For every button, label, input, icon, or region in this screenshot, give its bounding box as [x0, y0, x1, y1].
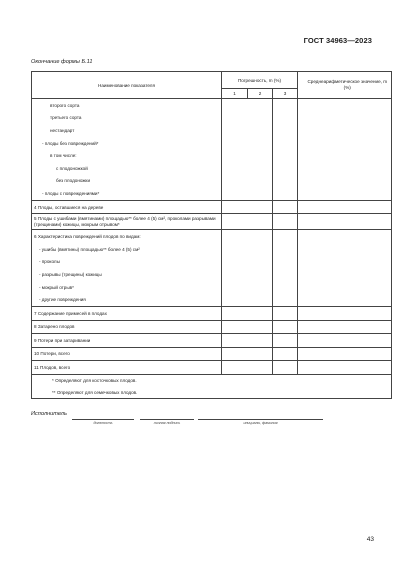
- row-value-cell: [304, 230, 392, 243]
- table-row: [32, 361, 392, 375]
- row-value-cell: [273, 149, 298, 162]
- table-row: [32, 268, 392, 281]
- footnote-row: [32, 386, 392, 398]
- row-value-cell: [273, 243, 298, 256]
- row-label: второго сорта: [50, 102, 80, 108]
- row-value-cell: [273, 112, 298, 125]
- row-value-cell: [304, 256, 392, 269]
- signature-caption-sign: личная подпись: [153, 421, 181, 425]
- table-row: [32, 243, 392, 256]
- row-label: - плоды без повреждений*: [42, 140, 99, 146]
- row-value-cell: [248, 281, 273, 294]
- row-value-cell: [222, 99, 248, 112]
- row-label: третьего сорта: [50, 115, 82, 121]
- row-value-cell: [273, 306, 298, 320]
- table-row: [32, 293, 392, 306]
- row-label: 9 Потери при затаривании: [34, 337, 91, 343]
- signature-label: Исполнитель: [31, 411, 67, 417]
- row-value-cell: [222, 162, 248, 175]
- row-value-cell: [273, 137, 298, 150]
- row-value-cell: [248, 293, 273, 306]
- footnote: * Определяют для косточковых плодов.: [52, 378, 137, 384]
- table-row: [32, 334, 392, 348]
- row-value-cell: [304, 243, 392, 256]
- header-average: Среднеарифметическое значение, m (%): [304, 72, 392, 99]
- row-value-cell: [248, 306, 273, 320]
- table-row: [32, 187, 392, 200]
- table-row: [32, 162, 392, 175]
- row-value-cell: [248, 361, 273, 375]
- row-value-cell: [304, 200, 392, 214]
- row-value-cell: [248, 137, 273, 150]
- row-value-cell: [273, 200, 298, 214]
- table-body: [32, 99, 392, 399]
- header-name: Наименование показателя: [32, 72, 222, 99]
- row-value-cell: [248, 230, 273, 243]
- row-value-cell: [222, 268, 248, 281]
- row-value-cell: [304, 347, 392, 361]
- row-label: - проколы: [39, 259, 60, 265]
- row-value-cell: [273, 175, 298, 188]
- row-value-cell: [222, 347, 248, 361]
- row-label: нестандарт: [50, 127, 75, 133]
- row-label: в том числе:: [50, 153, 77, 159]
- table-row: [32, 306, 392, 320]
- row-value-cell: [222, 306, 248, 320]
- row-label: - другие повреждения: [39, 297, 86, 303]
- table-row: [32, 99, 392, 112]
- table-row: [32, 320, 392, 334]
- row-value-cell: [248, 268, 273, 281]
- row-value-cell: [304, 214, 392, 230]
- row-value-cell: [304, 361, 392, 375]
- signature-line-position: [72, 419, 134, 420]
- row-value-cell: [304, 137, 392, 150]
- footnote-row: [32, 374, 392, 386]
- signature-line-name: [198, 419, 323, 420]
- row-value-cell: [273, 334, 298, 348]
- row-value-cell: [304, 306, 392, 320]
- table-row: [32, 175, 392, 188]
- row-value-cell: [304, 187, 392, 200]
- row-value-cell: [273, 361, 298, 375]
- row-value-cell: [248, 347, 273, 361]
- signature-caption-name: инициалы, фамилия: [243, 421, 278, 425]
- row-value-cell: [273, 230, 298, 243]
- row-value-cell: [222, 320, 248, 334]
- form-caption: Окончание формы Б.11: [31, 59, 93, 65]
- row-value-cell: [222, 187, 248, 200]
- row-value-cell: [222, 149, 248, 162]
- row-value-cell: [222, 137, 248, 150]
- signature-line-sign: [140, 419, 194, 420]
- table-row: [32, 137, 392, 150]
- row-label: - ушибы (вмятины) площадью** более 4 (5) см²: [39, 246, 140, 252]
- row-value-cell: [222, 124, 248, 137]
- row-value-cell: [248, 256, 273, 269]
- row-value-cell: [273, 214, 298, 230]
- row-label: 7 Содержание примесей в плодах: [34, 310, 107, 316]
- row-value-cell: [222, 214, 248, 230]
- row-value-cell: [248, 175, 273, 188]
- row-value-cell: [273, 281, 298, 294]
- row-label: 4 Плоды, оставшиеся на дереве: [34, 204, 104, 210]
- row-label: 8 Затарено плодов: [34, 324, 75, 330]
- row-label: 11 Плодов, всего: [34, 365, 71, 371]
- row-label: - разрывы (трещины) кожицы: [39, 271, 102, 277]
- row-value-cell: [273, 99, 298, 112]
- page-number: 43: [366, 536, 374, 543]
- row-value-cell: [248, 149, 273, 162]
- row-value-cell: [304, 293, 392, 306]
- row-value-cell: [222, 112, 248, 125]
- table-row: [32, 281, 392, 294]
- table-row: [32, 214, 392, 230]
- row-value-cell: [248, 124, 273, 137]
- row-value-cell: [222, 293, 248, 306]
- row-value-cell: [222, 230, 248, 243]
- row-label: 5 Плоды с ушибами (вмятинами) площадью** более 4 (5) см², проколами разрывами (трещинами) кожицы, мокрым отрывом*: [34, 215, 216, 227]
- row-value-cell: [304, 281, 392, 294]
- row-value-cell: [248, 214, 273, 230]
- table-row: [32, 230, 392, 243]
- table-row: [32, 149, 392, 162]
- row-value-cell: [222, 281, 248, 294]
- row-value-cell: [222, 256, 248, 269]
- footnote: ** Определяют для семечковых плодов.: [52, 389, 138, 395]
- header-sub-1: 1: [222, 89, 248, 99]
- row-value-cell: [304, 334, 392, 348]
- header-sub-2: 2: [248, 89, 273, 99]
- table-row: [32, 124, 392, 137]
- row-value-cell: [273, 268, 298, 281]
- row-value-cell: [248, 320, 273, 334]
- row-value-cell: [304, 99, 392, 112]
- row-value-cell: [273, 256, 298, 269]
- row-value-cell: [304, 162, 392, 175]
- row-value-cell: [273, 187, 298, 200]
- row-value-cell: [222, 334, 248, 348]
- row-label: с плодоножкой: [56, 165, 88, 171]
- row-value-cell: [273, 293, 298, 306]
- row-label: - плоды с повреждениями*: [42, 190, 100, 196]
- table-row: [32, 347, 392, 361]
- row-label: 6 Характеристика повреждений плодов по видам:: [34, 234, 141, 240]
- row-label: 10 Потери, всего: [34, 351, 70, 357]
- form-table: [31, 71, 392, 399]
- row-value-cell: [222, 361, 248, 375]
- row-value-cell: [273, 320, 298, 334]
- row-value-cell: [304, 149, 392, 162]
- row-value-cell: [304, 112, 392, 125]
- row-value-cell: [304, 175, 392, 188]
- row-value-cell: [273, 347, 298, 361]
- standard-number: ГОСТ 34963—2023: [303, 36, 372, 45]
- row-label: - мокрый отрыв*: [39, 284, 74, 290]
- row-value-cell: [222, 175, 248, 188]
- row-value-cell: [304, 320, 392, 334]
- row-value-cell: [222, 200, 248, 214]
- header-sub-3: 3: [273, 89, 298, 99]
- row-value-cell: [248, 334, 273, 348]
- row-label: без плодоножки: [56, 178, 91, 184]
- row-value-cell: [273, 162, 298, 175]
- table-row: [32, 256, 392, 269]
- row-value-cell: [248, 187, 273, 200]
- row-value-cell: [248, 112, 273, 125]
- signature-caption-position: должность: [93, 421, 113, 425]
- row-value-cell: [248, 243, 273, 256]
- table-row: [32, 200, 392, 214]
- row-value-cell: [248, 200, 273, 214]
- row-value-cell: [248, 99, 273, 112]
- header-tolerance: Погрешность, m (%): [222, 72, 298, 89]
- row-value-cell: [222, 243, 248, 256]
- row-value-cell: [304, 268, 392, 281]
- row-value-cell: [248, 162, 273, 175]
- row-value-cell: [304, 124, 392, 137]
- row-value-cell: [273, 124, 298, 137]
- table-row: [32, 112, 392, 125]
